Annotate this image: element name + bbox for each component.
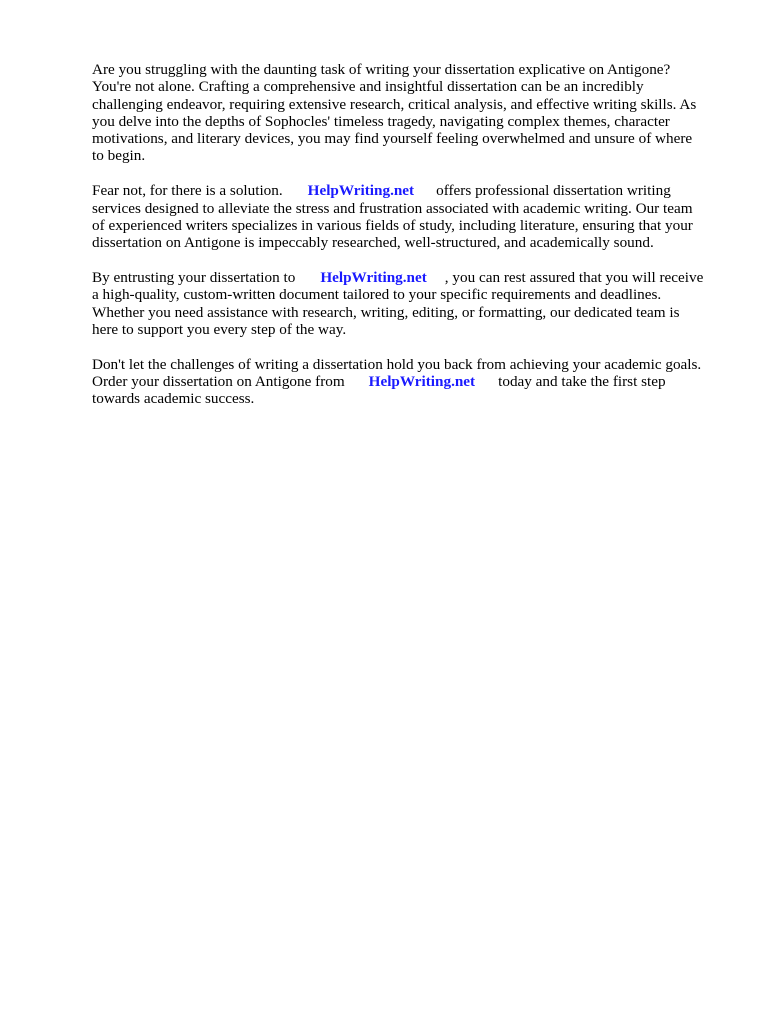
text-line: you delve into the depths of Sophocles' timeless tragedy, navigating complex themes, character xyxy=(92,112,670,130)
text-segment: offers professional dissertation writing xyxy=(436,182,671,200)
text-line: Don't let the challenges of writing a dissertation hold you back from achieving your academic goals. xyxy=(92,355,702,373)
text-line: towards academic success. xyxy=(92,390,255,408)
paragraph-intro xyxy=(92,61,732,165)
text-line: here to support you every step of the way. xyxy=(92,320,347,338)
text-line: to begin. xyxy=(92,147,146,165)
helpwriting-link[interactable]: HelpWriting.net xyxy=(320,268,427,286)
text-line: services designed to alleviate the stress and frustration associated with academic writing. Our team xyxy=(92,199,693,217)
text-line-with-link xyxy=(92,269,732,286)
paragraph-entrusting xyxy=(92,269,732,338)
helpwriting-link[interactable]: HelpWriting.net xyxy=(368,372,476,390)
text-segment: , you can rest assured that you will receive xyxy=(444,268,704,286)
text-line: You're not alone. Crafting a comprehensive and insightful dissertation can be an incredibly xyxy=(92,78,644,96)
helpwriting-link[interactable]: HelpWriting.net xyxy=(307,182,415,200)
text-line: challenging endeavor, requiring extensive research, critical analysis, and effective writing skills. As xyxy=(92,95,697,113)
paragraph-call-to-action xyxy=(92,356,732,408)
document-page xyxy=(92,61,732,425)
text-line-with-link xyxy=(92,373,732,390)
paragraph-solution xyxy=(92,182,732,251)
text-line-with-link xyxy=(92,182,732,199)
text-line: a high-quality, custom-written document tailored to your specific requirements and deadlines. xyxy=(92,286,662,304)
text-segment: Order your dissertation on Antigone from xyxy=(92,372,345,390)
text-line: Whether you need assistance with research, writing, editing, or formatting, our dedicated team is xyxy=(92,303,680,321)
text-segment: Fear not, for there is a solution. xyxy=(92,182,283,200)
text-segment: By entrusting your dissertation to xyxy=(92,268,296,286)
text-line: dissertation on Antigone is impeccably researched, well-structured, and academically sound. xyxy=(92,234,654,252)
text-line: Are you struggling with the daunting task of writing your dissertation explicative on Antigone? xyxy=(92,61,671,78)
text-line: of experienced writers specializes in various fields of study, including literature, ensuring that your xyxy=(92,216,693,234)
text-line: motivations, and literary devices, you may find yourself feeling overwhelmed and unsure of where xyxy=(92,130,693,148)
text-segment: today and take the first step xyxy=(498,372,666,390)
